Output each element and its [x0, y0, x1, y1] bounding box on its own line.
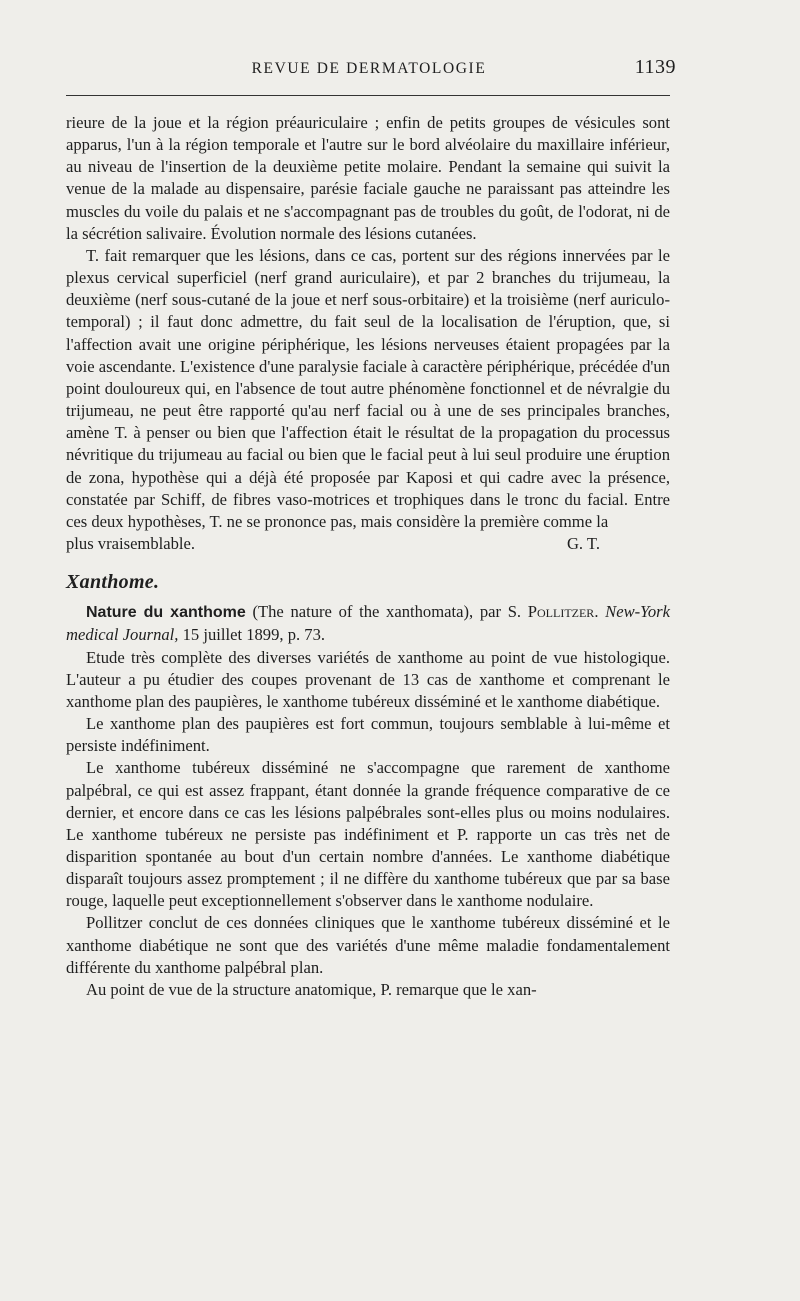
article-date: 15 juillet 1899, p. 73.: [182, 625, 326, 645]
article-author: Pollitzer: [527, 602, 595, 622]
article-title: Nature du xanthome: [86, 604, 246, 622]
paragraph: Le xanthome plan des paupières est fort commun, toujours semblable à lui-même et persiste indéfiniment.: [66, 714, 670, 756]
article-english-title: (The nature of the xanthomata), par S.: [252, 602, 522, 622]
page-number: 1139: [634, 56, 676, 78]
page-header: [66, 56, 676, 84]
paragraph: Etude très complète des diverses variétés de xanthome au point de vue histologique. L'auteur a pu étudier des coupes provenant de 13 cas de xanthome et comprenant le xanthome plan des paupières, le xanthome tubéreux disséminé et le xanthome diabétique.: [66, 647, 670, 711]
paragraph: Le xanthome tubéreux disséminé ne s'accompagne que rarement de xanthome palpébral, ce qui est assez frappant, étant donnée la grande fréquence comparative de ce dernier, et encore dans ce cas les lésions palpébrales sont-elles plus ou moins nodulaires. Le xanthome tubéreux ne persiste pas indéfiniment et P. rapporte un cas très net de disparition spontanée au bout d'un certain nombre d'années. Le xanthome diabétique disparaît toujours assez promptement ; il ne diffère du xanthome tubéreux que par sa base rouge, laquelle peut exceptionnellement s'observer dans le xanthome nodulaire.: [66, 758, 670, 911]
paragraph: Pollitzer conclut de ces données cliniques que le xanthome tubéreux disséminé et le xanthome diabétique ne sont que des variétés d'une même maladie fondamentalement différente du xanthome palpébral plan.: [66, 913, 670, 977]
signature: G. T.: [566, 533, 600, 553]
paragraph: Au point de vue de la structure anatomique, P. remarque que le xan-: [86, 979, 537, 999]
running-head: REVUE DE DERMATOLOGIE: [251, 60, 487, 77]
section-title: Xanthome.: [66, 571, 160, 594]
paragraph: rieure de la joue et la région préauriculaire ; enfin de petits groupes de vésicules sont apparus, l'un à la région temporale et l'autre sur le bord alvéolaire du maxillaire inférieur, au niveau de l'insertion de la deuxième petite molaire. Pendant la semaine qui suivit la venue de la malade au dispensaire, parésie faciale gauche ne paraissant pas atteindre les muscles du voile du palais et ne s'accompagnant pas de troubles du goût, de l'odorat, ni de la sécrétion salivaire. Évolution normale des lésions cutanées.: [66, 113, 670, 243]
header-rule: [66, 95, 670, 96]
paragraph: T. fait remarquer que les lésions, dans ce cas, portent sur des régions innervées par le plexus cervical superficiel (nerf grand auriculaire), et par 2 branches du trijumeau, la deuxième (nerf sous-cutané de la joue et nerf sous-orbitaire) et la troisième (nerf auriculo-temporal) ; il faut donc admettre, du fait seul de la localisation de l'éruption, que, si l'affection avait une origine périphérique, les lésions nerveuses étaient propagées par la voie ascendante. L'existence d'une paralysie faciale à caractère périphérique, précédée d'un point douloureux qui, en l'absence de tout autre phénomène fonctionnel et de névralgie du trijumeau, ne peut être rapporté qu'au nerf facial ou à une de ses principales branches, amène T. à penser ou bien que l'affection était le résultat de la propagation du processus névritique du trijumeau au facial ou bien que le facial peut à lui seul produire une éruption de zona, hypothèse qui a déjà été proposée par Kaposi et qui cadre avec la présence, constatée par Schiff, de fibres vaso-motrices et trophiques dans le tronc du facial. Entre ces deux hypothèses, T. ne se prononce pas, mais considère la première comme la: [66, 245, 670, 531]
body-text: [66, 112, 670, 1001]
article-journal: New-York medical Journal,: [66, 602, 671, 645]
article-citation: Nature du xanthome (The nature of the xanthomata), par S. Pollitzer. New-York medical Journal, 15 juillet 1899, p. 73.: [66, 602, 671, 645]
closing-line: [66, 533, 670, 555]
closing-text: plus vraisemblable.: [66, 533, 196, 553]
